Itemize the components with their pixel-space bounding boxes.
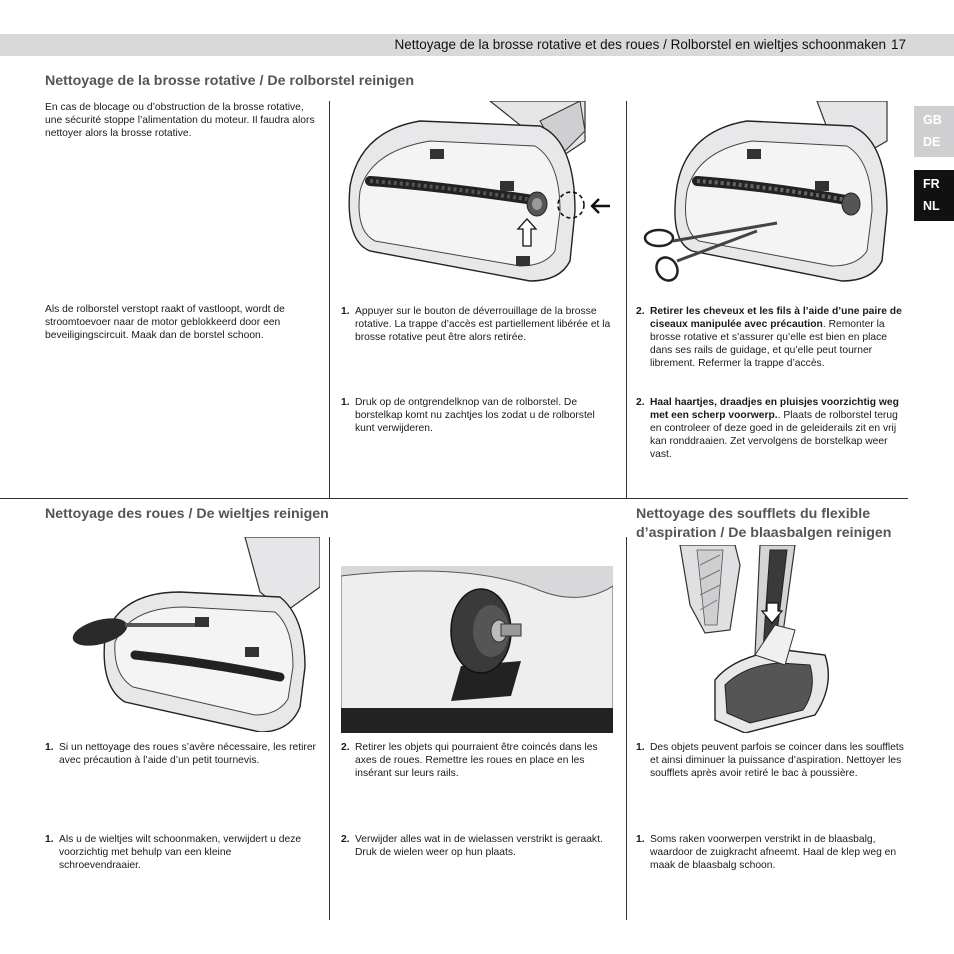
pointer-arrow-icon: [592, 199, 610, 213]
step-number: 2.: [636, 397, 645, 408]
illustration-wheel-screwdriver: [45, 537, 320, 732]
page-header-title: Nettoyage de la brosse rotative et des roues / Rolborstel en wieltjes schoonmaken: [394, 37, 886, 52]
divider-col2-top: [626, 101, 627, 499]
step-text: Soms raken voorwerpen verstrikt in de blaasbalg, waardoor de zuigkracht afneemt. Haal de klep weg en maak de blaasbalg schoon.: [650, 834, 897, 871]
brush-step1-fr: [341, 305, 617, 344]
step-text: Verwijder alles wat in de wielassen verstrikt is geraakt. Druk de wielen weer op hun plaats.: [355, 834, 603, 858]
brush-intro-nl: Als de rolborstel verstopt raakt of vastloopt, wordt de stroomtoevoer naar de motor geblokkeerd door een beveiligingscircuit. Maak dan de borstel schoon.: [45, 304, 285, 341]
bellows-step1-nl: [636, 833, 912, 872]
brush-step1-nl: [341, 396, 617, 435]
lang-fr: FR: [923, 177, 940, 191]
step-number: 2.: [341, 742, 350, 753]
wheels-step1-nl: [45, 833, 311, 872]
language-tab-fr-nl[interactable]: [914, 170, 954, 221]
wheels-step2-nl: [341, 833, 607, 859]
page-number: 17: [890, 37, 906, 52]
step-text: . Remonter la brosse rotative et s’assurer qu’elle est bien en place dans ses rails de guidage, et qu’elle peut tourner librement. Refermer la trappe d’accès.: [650, 319, 887, 369]
step-text: Retirer les objets qui pourraient être coincés dans les axes de roues. Remettre les roues en place en les insérant sur leurs rails.: [355, 742, 598, 779]
step-number: 1.: [636, 742, 645, 753]
step-text: Appuyer sur le bouton de déverrouillage de la brosse rotative. La trappe d’accès est partiellement libérée et la brosse rotative peut être alors retirée.: [355, 306, 611, 343]
illustration-wheel-closeup: [341, 566, 613, 733]
step-text-bold: Retirer les cheveux et les fils à l’aide d’une paire de ciseaux manipulée avec précaution: [650, 306, 902, 330]
divider-col1-top: [329, 101, 330, 499]
step-number: 1.: [341, 397, 350, 408]
step-text: Des objets peuvent parfois se coincer dans les soufflets et ainsi diminuer la puissance d’aspiration. Nettoyer les soufflets après avoir retiré le bac à poussière.: [650, 742, 904, 779]
step-number: 2.: [341, 834, 350, 845]
brush-step2-fr: [636, 305, 912, 370]
brush-step2-nl: [636, 396, 902, 461]
lang-de: DE: [923, 135, 941, 149]
divider-horizontal: [0, 498, 908, 499]
heading-line: Nettoyage des soufflets du flexible: [636, 506, 871, 522]
section-heading-bellows: [636, 505, 936, 543]
step-number: 1.: [45, 742, 54, 753]
heading-line: d’aspiration / De blaasbalgen reinigen: [636, 525, 892, 541]
wheels-step1-fr: [45, 741, 321, 767]
step-text: Si un nettoyage des roues s’avère nécessaire, les retirer avec précaution à l’aide d’un petit tournevis.: [59, 742, 316, 766]
illustration-brush-scissors: [637, 101, 907, 286]
section-heading-wheels: Nettoyage des roues / De wieltjes reinigen: [45, 506, 329, 522]
step-text-bold: Haal haartjes, draadjes en pluisjes voorzichtig weg met een scherp voorwerp.: [650, 397, 899, 421]
lang-gb: GB: [923, 113, 942, 127]
bellows-step1-fr: [636, 741, 912, 780]
illustration-bellows: [675, 545, 910, 733]
step-number: 1.: [636, 834, 645, 845]
step-text: Druk op de ontgrendelknop van de rolborstel. De borstelkap komt nu zachtjes los zodat u de rolborstel kunt verwijderen.: [355, 397, 595, 434]
lang-nl: NL: [923, 199, 940, 213]
divider-col1-bottom: [329, 537, 330, 920]
step-number: 2.: [636, 306, 645, 317]
brush-intro-fr: En cas de blocage ou d’obstruction de la brosse rotative, une sécurité stoppe l’alimentation du moteur. Il faudra alors nettoyer alors la brosse rotative.: [45, 102, 315, 139]
step-text: . Plaats de rolborstel terug en controleer of deze goed in de geleiderails zit en vrij kan ronddraaien. Zet vervolgens de borstelkap weer vast.: [650, 410, 898, 460]
step-number: 1.: [45, 834, 54, 845]
step-number: 1.: [341, 306, 350, 317]
language-tab-gb-de[interactable]: [914, 106, 954, 157]
divider-col2-bottom: [626, 537, 627, 920]
section-heading-brush: Nettoyage de la brosse rotative / De rolborstel reinigen: [45, 73, 414, 89]
wheels-step2-fr: [341, 741, 617, 780]
step-text: Als u de wieltjes wilt schoonmaken, verwijdert u deze voorzichtig met behulp van een kleine schroevendraaier.: [59, 834, 302, 871]
illustration-brush-release: [340, 101, 615, 286]
